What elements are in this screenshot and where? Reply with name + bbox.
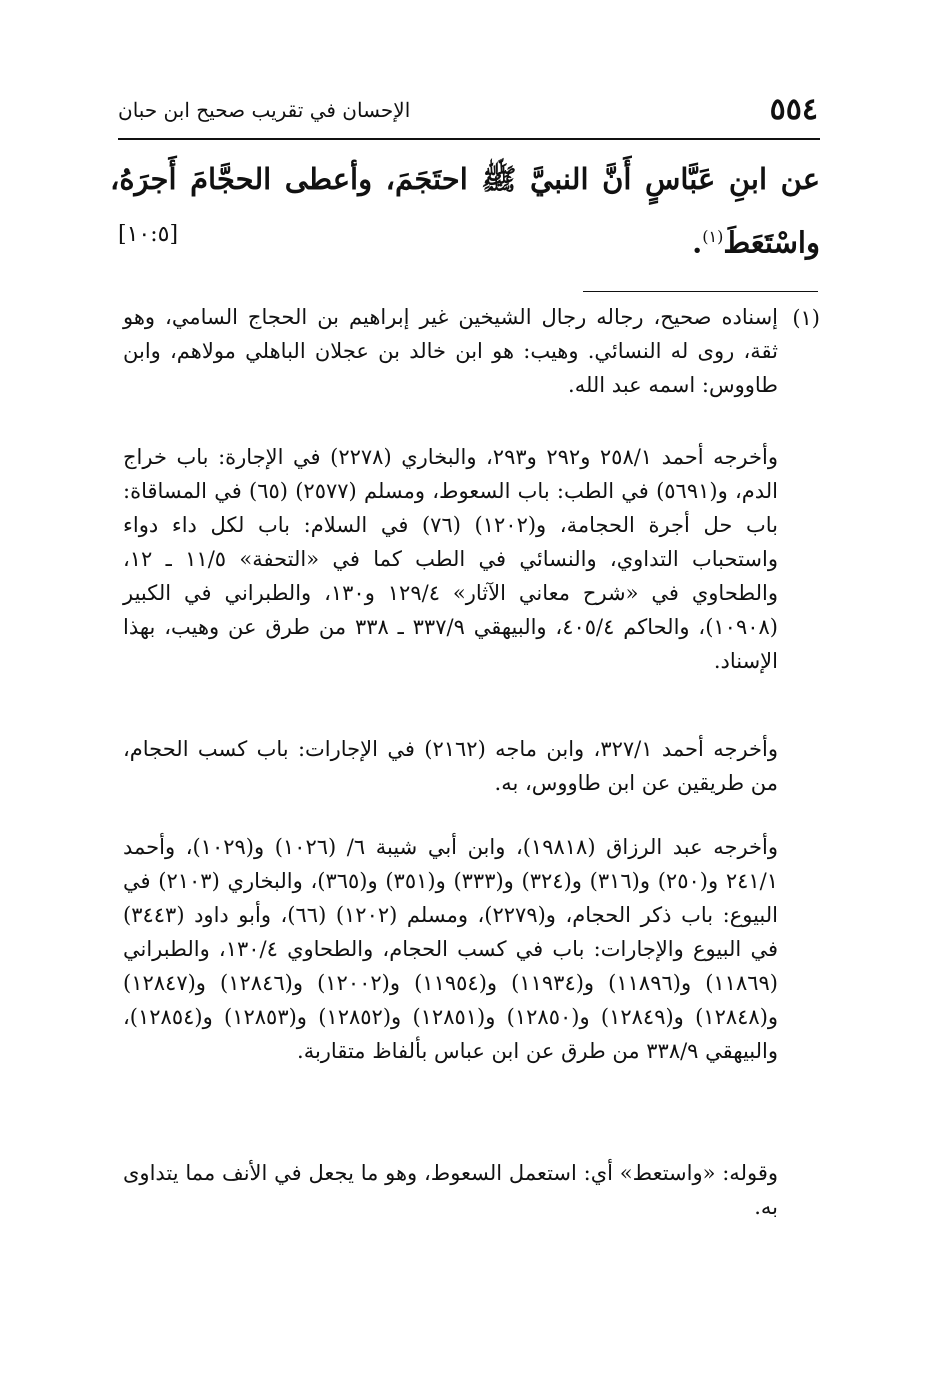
footnote-paragraph: وأخرجه أحمد ٢٥٨/١ و٢٩٢ و٢٩٣، والبخاري (٢٢٧٨) في الإجارة: باب خراج الدم، و(٥٦٩١) في الطب: باب السعوط، ومسلم (٢٥٧٧) (٦٥) في المساقاة: باب حل أجرة الحجامة، و(١٢٠٢) (٧٦) في السلام: باب لكل داء دواء واستحباب التداوي، والنسائي في الطب كما في «التحفة» ١١/٥ ـ ١٢، والطحاوي في «شرح معاني الآثار» ١٢٩/٤ و١٣٠، والطبراني في الكبير (١٠٩٠٨)، والحاكم ٤٠٥/٤، والبيهقي ٣٣٧/٩ ـ ٣٣٨ من طرق عن وهيب، بهذا الإسناد. [123,445,778,673]
page-header [118,92,818,136]
footnote-paragraph: وأخرجه أحمد ٣٢٧/١، وابن ماجه (٢١٦٢) في الإجارات: باب كسب الحجام، من طريقين عن ابن طاووس، به. [123,737,778,795]
hadith-body: عن ابنِ عَبَّاسٍ أَنَّ النبيَّ ﷺ احتَجَمَ، وأعطى الحجَّامَ أَجرَهُ، واسْتَعَطَ [110,162,820,260]
hadith-text [110,150,820,272]
hadith-end-mark: . [692,225,703,260]
hadith-note-marker: (١) [702,227,724,246]
footnote-paragraph: إسناده صحيح، رجاله رجال الشيخين غير إبراهيم بن الحجاج السامي، وهو ثقة، روى له النسائي. وهيب: هو ابن خالد بن عجلان الباهلي مولاهم، وابن طاووس: اسمه عبد الله. [123,305,778,397]
header-rule [118,138,820,140]
hadith-reference: [١٠:٥] [118,222,179,247]
footnote-paragraph: وأخرجه عبد الرزاق (١٩٨١٨)، وابن أبي شيبة ٦/ (١٠٢٦) و(١٠٢٩)، وأحمد ٢٤١/١ و(٢٥٠) و(٣١٦) و(٣٢٤) و(٣٣٣) و(٣٥١) و(٣٦٥)، والبخاري (٢١٠٣) في البيوع: باب ذكر الحجام، و(٢٢٧٩)، ومسلم (١٢٠٢) (٦٦)، وأبو داود (٣٤٤٣) في البيوع والإجارات: باب في كسب الحجام، والطحاوي ١٣٠/٤، والطبراني (١١٨٦٩) و(١١٨٩٦) و(١١٩٣٤) و(١١٩٥٤) و(١٢٠٠٢) و(١٢٨٤٦) و(١٢٨٤٧) و(١٢٨٤٨) و(١٢٨٤٩) و(١٢٨٥٠) و(١٢٨٥١) و(١٢٨٥٢) و(١٢٨٥٣) و(١٢٨٥٤)، والبيهقي ٣٣٨/٩ من طرق عن ابن عباس بألفاظ متقاربة. [123,835,779,1063]
footnote-paragraph: وقوله: «واستعط» أي: استعمل السعوط، وهو ما يجعل في الأنف مما يتداوى به. [123,1161,778,1219]
footnote-separator [583,291,818,292]
running-title: الإحسان في تقريب صحيح ابن حبان [118,98,411,122]
page-number: ٥٥٤ [769,92,818,127]
footnote-marker: (١) [792,306,820,330]
